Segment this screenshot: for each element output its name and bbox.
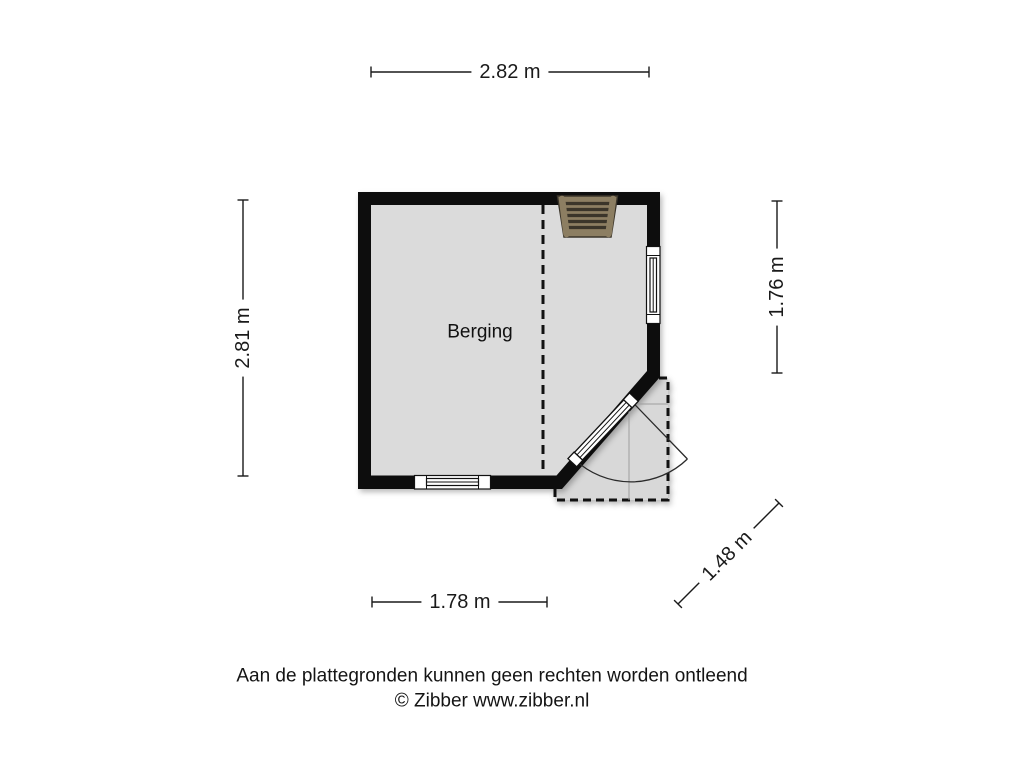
dimension-label-top: 2.82 m [471, 60, 548, 84]
window-bottom [415, 476, 491, 490]
copyright-text: © Zibber www.zibber.nl [394, 690, 590, 712]
dimension-label-bottom: 1.78 m [421, 590, 498, 614]
dimension-label-right: 1.76 m [765, 248, 789, 325]
ladder-rail-right [609, 199, 614, 234]
loft-ladder-icon [558, 196, 618, 237]
disclaimer-text: Aan de plattegronden kunnen geen rechten worden ontleend [236, 665, 748, 687]
room-name-label: Berging [447, 321, 513, 343]
window-right [647, 247, 661, 324]
dimension-label-diagonal: 1.48 m [691, 520, 763, 592]
dimension-label-left: 2.81 m [231, 299, 255, 376]
ladder-rail-left [562, 199, 567, 234]
